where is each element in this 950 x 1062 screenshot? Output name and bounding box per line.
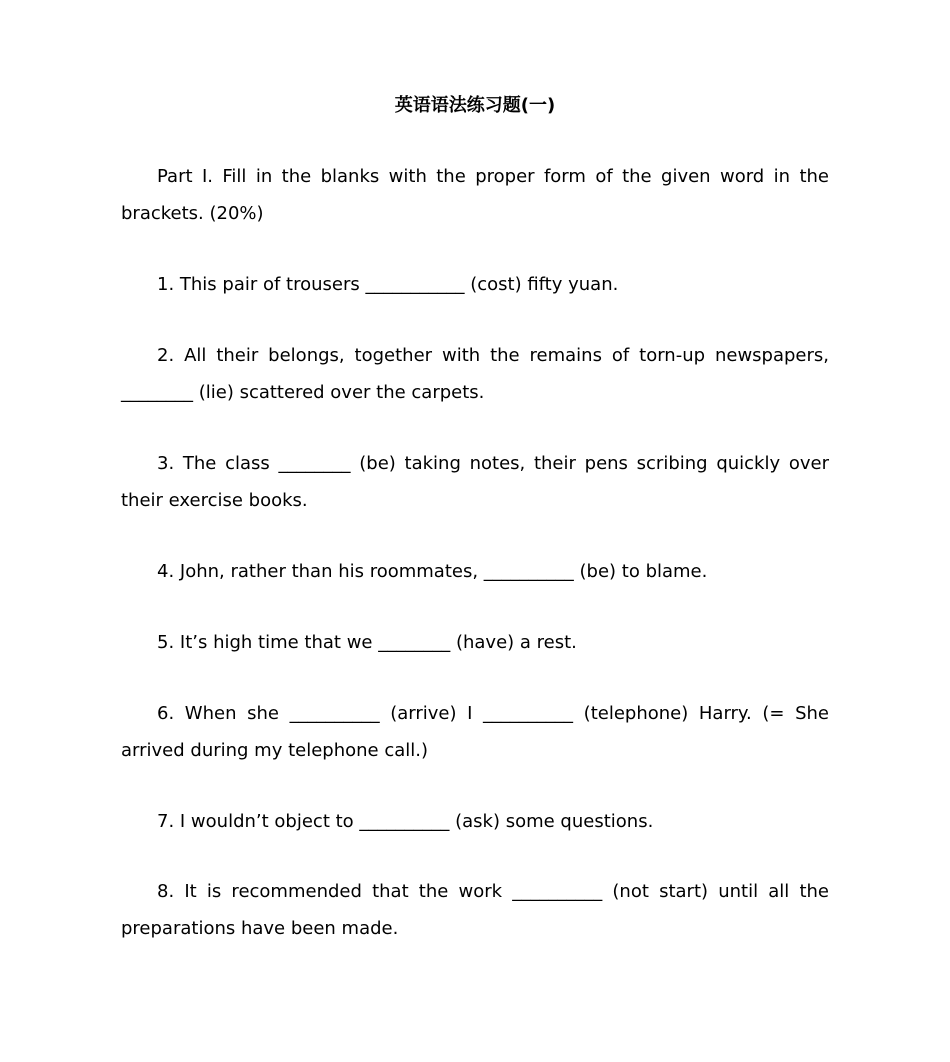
question-4: 4. John, rather than his roommates, __________ (be) to blame. (157, 561, 708, 582)
question-6: 6. When she __________ (arrive) I __________ (telephone) Harry. (= She arrived during my telephone call.) (121, 703, 829, 761)
part-heading: Part I. Fill in the blanks with the proper form of the given word in the brackets. (20%) (121, 166, 829, 224)
question-1: 1. This pair of trousers ___________ (cost) fifty yuan. (157, 274, 619, 295)
question-5: 5. It’s high time that we ________ (have) a rest. (157, 632, 577, 653)
question-8: 8. It is recommended that the work __________ (not start) until all the preparations have been made. (121, 881, 829, 939)
document-title: 英语语法练习题(一) (394, 95, 556, 116)
question-3: 3. The class ________ (be) taking notes, their pens scribing quickly over their exercise books. (121, 453, 829, 511)
question-7: 7. I wouldn’t object to __________ (ask) some questions. (157, 811, 654, 832)
question-2: 2. All their belongs, together with the remains of torn-up newspapers, ________ (lie) scattered over the carpets. (121, 345, 829, 403)
